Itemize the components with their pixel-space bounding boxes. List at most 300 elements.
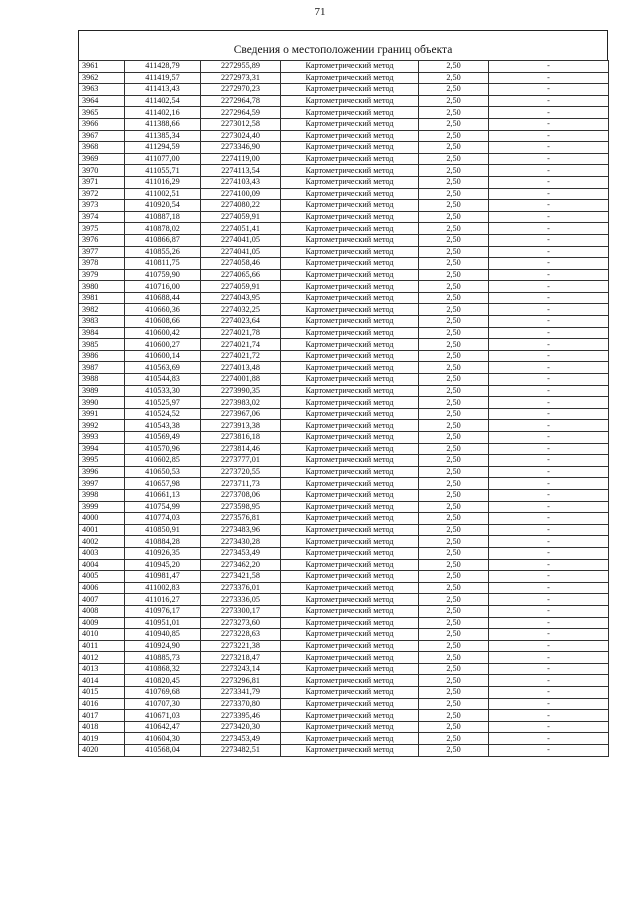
method-cell: Картометрический метод xyxy=(281,362,419,374)
y-coordinate-cell: 2273420,30 xyxy=(201,721,281,733)
description-cell: - xyxy=(489,72,609,84)
description-cell: - xyxy=(489,61,609,73)
description-cell: - xyxy=(489,478,609,490)
table-row xyxy=(79,258,609,270)
table-row xyxy=(79,675,609,687)
accuracy-cell: 2,50 xyxy=(419,61,489,73)
point-number-cell: 3990 xyxy=(79,397,125,409)
x-coordinate-cell: 410951,01 xyxy=(125,617,201,629)
y-coordinate-cell: 2273462,20 xyxy=(201,559,281,571)
point-number-cell: 4019 xyxy=(79,733,125,745)
description-cell: - xyxy=(489,374,609,386)
x-coordinate-cell: 410533,30 xyxy=(125,385,201,397)
point-number-cell: 3981 xyxy=(79,292,125,304)
method-cell: Картометрический метод xyxy=(281,258,419,270)
method-cell: Картометрический метод xyxy=(281,339,419,351)
point-number-cell: 3961 xyxy=(79,61,125,73)
y-coordinate-cell: 2274065,66 xyxy=(201,269,281,281)
method-cell: Картометрический метод xyxy=(281,617,419,629)
x-coordinate-cell: 410650,53 xyxy=(125,466,201,478)
x-coordinate-cell: 410525,97 xyxy=(125,397,201,409)
accuracy-cell: 2,50 xyxy=(419,675,489,687)
description-cell: - xyxy=(489,234,609,246)
x-coordinate-cell: 410926,35 xyxy=(125,547,201,559)
method-cell: Картометрический метод xyxy=(281,733,419,745)
method-cell: Картометрический метод xyxy=(281,327,419,339)
y-coordinate-cell: 2272970,23 xyxy=(201,84,281,96)
y-coordinate-cell: 2273983,02 xyxy=(201,397,281,409)
point-number-cell: 3988 xyxy=(79,374,125,386)
description-cell: - xyxy=(489,455,609,467)
accuracy-cell: 2,50 xyxy=(419,327,489,339)
method-cell: Картометрический метод xyxy=(281,95,419,107)
point-number-cell: 4016 xyxy=(79,698,125,710)
x-coordinate-cell: 411419,57 xyxy=(125,72,201,84)
y-coordinate-cell: 2273370,80 xyxy=(201,698,281,710)
description-cell: - xyxy=(489,733,609,745)
method-cell: Картометрический метод xyxy=(281,745,419,757)
description-cell: - xyxy=(489,246,609,258)
description-cell: - xyxy=(489,316,609,328)
description-cell: - xyxy=(489,698,609,710)
point-number-cell: 4009 xyxy=(79,617,125,629)
x-coordinate-cell: 410940,85 xyxy=(125,629,201,641)
description-cell: - xyxy=(489,629,609,641)
method-cell: Картометрический метод xyxy=(281,142,419,154)
table-row xyxy=(79,107,609,119)
x-coordinate-cell: 410671,03 xyxy=(125,710,201,722)
point-number-cell: 4010 xyxy=(79,629,125,641)
table-row xyxy=(79,547,609,559)
y-coordinate-cell: 2274041,05 xyxy=(201,234,281,246)
description-cell: - xyxy=(489,176,609,188)
accuracy-cell: 2,50 xyxy=(419,559,489,571)
point-number-cell: 3965 xyxy=(79,107,125,119)
x-coordinate-cell: 410868,32 xyxy=(125,663,201,675)
description-cell: - xyxy=(489,466,609,478)
point-number-cell: 3975 xyxy=(79,223,125,235)
table-row xyxy=(79,153,609,165)
y-coordinate-cell: 2274080,22 xyxy=(201,200,281,212)
table-row xyxy=(79,316,609,328)
accuracy-cell: 2,50 xyxy=(419,571,489,583)
x-coordinate-cell: 411402,54 xyxy=(125,95,201,107)
y-coordinate-cell: 2273273,60 xyxy=(201,617,281,629)
table-row xyxy=(79,745,609,757)
x-coordinate-cell: 410981,47 xyxy=(125,571,201,583)
x-coordinate-cell: 411016,29 xyxy=(125,176,201,188)
x-coordinate-cell: 410600,42 xyxy=(125,327,201,339)
x-coordinate-cell: 410850,91 xyxy=(125,524,201,536)
table-row xyxy=(79,721,609,733)
description-cell: - xyxy=(489,489,609,501)
y-coordinate-cell: 2273421,58 xyxy=(201,571,281,583)
x-coordinate-cell: 410602,85 xyxy=(125,455,201,467)
table-row xyxy=(79,327,609,339)
point-number-cell: 4007 xyxy=(79,594,125,606)
x-coordinate-cell: 410887,18 xyxy=(125,211,201,223)
method-cell: Картометрический метод xyxy=(281,559,419,571)
point-number-cell: 3967 xyxy=(79,130,125,142)
accuracy-cell: 2,50 xyxy=(419,594,489,606)
method-cell: Картометрический метод xyxy=(281,629,419,641)
table-row xyxy=(79,61,609,73)
table-row xyxy=(79,350,609,362)
point-number-cell: 4011 xyxy=(79,640,125,652)
point-number-cell: 3962 xyxy=(79,72,125,84)
accuracy-cell: 2,50 xyxy=(419,234,489,246)
x-coordinate-cell: 410759,90 xyxy=(125,269,201,281)
description-cell: - xyxy=(489,582,609,594)
y-coordinate-cell: 2273346,90 xyxy=(201,142,281,154)
table-row xyxy=(79,443,609,455)
table-row xyxy=(79,663,609,675)
accuracy-cell: 2,50 xyxy=(419,118,489,130)
accuracy-cell: 2,50 xyxy=(419,745,489,757)
accuracy-cell: 2,50 xyxy=(419,142,489,154)
method-cell: Картометрический метод xyxy=(281,663,419,675)
x-coordinate-cell: 410920,54 xyxy=(125,200,201,212)
point-number-cell: 3996 xyxy=(79,466,125,478)
description-cell: - xyxy=(489,165,609,177)
method-cell: Картометрический метод xyxy=(281,698,419,710)
y-coordinate-cell: 2273376,01 xyxy=(201,582,281,594)
point-number-cell: 3966 xyxy=(79,118,125,130)
method-cell: Картометрический метод xyxy=(281,165,419,177)
accuracy-cell: 2,50 xyxy=(419,455,489,467)
table-row xyxy=(79,420,609,432)
method-cell: Картометрический метод xyxy=(281,350,419,362)
method-cell: Картометрический метод xyxy=(281,61,419,73)
y-coordinate-cell: 2273453,49 xyxy=(201,733,281,745)
y-coordinate-cell: 2272964,59 xyxy=(201,107,281,119)
accuracy-cell: 2,50 xyxy=(419,188,489,200)
y-coordinate-cell: 2273300,17 xyxy=(201,605,281,617)
method-cell: Картометрический метод xyxy=(281,489,419,501)
method-cell: Картометрический метод xyxy=(281,571,419,583)
table-row xyxy=(79,524,609,536)
method-cell: Картометрический метод xyxy=(281,640,419,652)
description-cell: - xyxy=(489,269,609,281)
point-number-cell: 4013 xyxy=(79,663,125,675)
description-cell: - xyxy=(489,617,609,629)
point-number-cell: 3976 xyxy=(79,234,125,246)
y-coordinate-cell: 2273711,73 xyxy=(201,478,281,490)
y-coordinate-cell: 2272973,31 xyxy=(201,72,281,84)
method-cell: Картометрический метод xyxy=(281,594,419,606)
y-coordinate-cell: 2274119,00 xyxy=(201,153,281,165)
method-cell: Картометрический метод xyxy=(281,675,419,687)
x-coordinate-cell: 410884,28 xyxy=(125,536,201,548)
y-coordinate-cell: 2274032,25 xyxy=(201,304,281,316)
description-cell: - xyxy=(489,339,609,351)
point-number-cell: 3984 xyxy=(79,327,125,339)
accuracy-cell: 2,50 xyxy=(419,385,489,397)
point-number-cell: 4008 xyxy=(79,605,125,617)
table-row xyxy=(79,234,609,246)
x-coordinate-cell: 410945,20 xyxy=(125,559,201,571)
y-coordinate-cell: 2273012,58 xyxy=(201,118,281,130)
method-cell: Картометрический метод xyxy=(281,130,419,142)
point-number-cell: 3991 xyxy=(79,408,125,420)
x-coordinate-cell: 410885,73 xyxy=(125,652,201,664)
description-cell: - xyxy=(489,605,609,617)
x-coordinate-cell: 410866,87 xyxy=(125,234,201,246)
description-cell: - xyxy=(489,107,609,119)
method-cell: Картометрический метод xyxy=(281,223,419,235)
x-coordinate-cell: 411385,34 xyxy=(125,130,201,142)
description-cell: - xyxy=(489,745,609,757)
y-coordinate-cell: 2273218,47 xyxy=(201,652,281,664)
point-number-cell: 4006 xyxy=(79,582,125,594)
x-coordinate-cell: 410642,47 xyxy=(125,721,201,733)
method-cell: Картометрический метод xyxy=(281,455,419,467)
description-cell: - xyxy=(489,640,609,652)
description-cell: - xyxy=(489,652,609,664)
point-number-cell: 3982 xyxy=(79,304,125,316)
point-number-cell: 4018 xyxy=(79,721,125,733)
x-coordinate-cell: 411077,00 xyxy=(125,153,201,165)
y-coordinate-cell: 2272964,78 xyxy=(201,95,281,107)
x-coordinate-cell: 410716,00 xyxy=(125,281,201,293)
y-coordinate-cell: 2273816,18 xyxy=(201,432,281,444)
point-number-cell: 3978 xyxy=(79,258,125,270)
boundary-table-sheet xyxy=(78,30,608,757)
description-cell: - xyxy=(489,327,609,339)
description-cell: - xyxy=(489,675,609,687)
y-coordinate-cell: 2273967,06 xyxy=(201,408,281,420)
accuracy-cell: 2,50 xyxy=(419,663,489,675)
accuracy-cell: 2,50 xyxy=(419,536,489,548)
point-number-cell: 3995 xyxy=(79,455,125,467)
table-row xyxy=(79,130,609,142)
accuracy-cell: 2,50 xyxy=(419,397,489,409)
y-coordinate-cell: 2273913,38 xyxy=(201,420,281,432)
description-cell: - xyxy=(489,281,609,293)
method-cell: Картометрический метод xyxy=(281,513,419,525)
description-cell: - xyxy=(489,118,609,130)
method-cell: Картометрический метод xyxy=(281,721,419,733)
accuracy-cell: 2,50 xyxy=(419,489,489,501)
accuracy-cell: 2,50 xyxy=(419,652,489,664)
accuracy-cell: 2,50 xyxy=(419,547,489,559)
accuracy-cell: 2,50 xyxy=(419,374,489,386)
point-number-cell: 3973 xyxy=(79,200,125,212)
y-coordinate-cell: 2273720,55 xyxy=(201,466,281,478)
method-cell: Картометрический метод xyxy=(281,524,419,536)
description-cell: - xyxy=(489,304,609,316)
accuracy-cell: 2,50 xyxy=(419,292,489,304)
description-cell: - xyxy=(489,443,609,455)
accuracy-cell: 2,50 xyxy=(419,432,489,444)
point-number-cell: 3994 xyxy=(79,443,125,455)
method-cell: Картометрический метод xyxy=(281,547,419,559)
y-coordinate-cell: 2273483,96 xyxy=(201,524,281,536)
accuracy-cell: 2,50 xyxy=(419,605,489,617)
y-coordinate-cell: 2273243,14 xyxy=(201,663,281,675)
x-coordinate-cell: 410976,17 xyxy=(125,605,201,617)
accuracy-cell: 2,50 xyxy=(419,513,489,525)
accuracy-cell: 2,50 xyxy=(419,698,489,710)
x-coordinate-cell: 410569,49 xyxy=(125,432,201,444)
method-cell: Картометрический метод xyxy=(281,84,419,96)
accuracy-cell: 2,50 xyxy=(419,95,489,107)
accuracy-cell: 2,50 xyxy=(419,466,489,478)
point-number-cell: 3998 xyxy=(79,489,125,501)
y-coordinate-cell: 2273336,05 xyxy=(201,594,281,606)
y-coordinate-cell: 2273395,46 xyxy=(201,710,281,722)
description-cell: - xyxy=(489,524,609,536)
method-cell: Картометрический метод xyxy=(281,281,419,293)
point-number-cell: 3977 xyxy=(79,246,125,258)
y-coordinate-cell: 2274103,43 xyxy=(201,176,281,188)
point-number-cell: 3992 xyxy=(79,420,125,432)
method-cell: Картометрический метод xyxy=(281,710,419,722)
x-coordinate-cell: 410688,44 xyxy=(125,292,201,304)
description-cell: - xyxy=(489,513,609,525)
method-cell: Картометрический метод xyxy=(281,374,419,386)
point-number-cell: 3970 xyxy=(79,165,125,177)
y-coordinate-cell: 2273228,63 xyxy=(201,629,281,641)
accuracy-cell: 2,50 xyxy=(419,733,489,745)
accuracy-cell: 2,50 xyxy=(419,246,489,258)
x-coordinate-cell: 411428,79 xyxy=(125,61,201,73)
table-row xyxy=(79,710,609,722)
method-cell: Картометрический метод xyxy=(281,72,419,84)
method-cell: Картометрический метод xyxy=(281,292,419,304)
x-coordinate-cell: 411055,71 xyxy=(125,165,201,177)
page-number: 71 xyxy=(314,6,326,18)
point-number-cell: 3968 xyxy=(79,142,125,154)
accuracy-cell: 2,50 xyxy=(419,478,489,490)
description-cell: - xyxy=(489,292,609,304)
description-cell: - xyxy=(489,130,609,142)
point-number-cell: 4003 xyxy=(79,547,125,559)
table-row xyxy=(79,188,609,200)
x-coordinate-cell: 410660,36 xyxy=(125,304,201,316)
y-coordinate-cell: 2273453,49 xyxy=(201,547,281,559)
accuracy-cell: 2,50 xyxy=(419,362,489,374)
accuracy-cell: 2,50 xyxy=(419,710,489,722)
accuracy-cell: 2,50 xyxy=(419,84,489,96)
point-number-cell: 3974 xyxy=(79,211,125,223)
point-number-cell: 3979 xyxy=(79,269,125,281)
accuracy-cell: 2,50 xyxy=(419,200,489,212)
x-coordinate-cell: 410754,99 xyxy=(125,501,201,513)
point-number-cell: 4001 xyxy=(79,524,125,536)
point-number-cell: 3980 xyxy=(79,281,125,293)
table-row xyxy=(79,84,609,96)
description-cell: - xyxy=(489,559,609,571)
description-cell: - xyxy=(489,223,609,235)
accuracy-cell: 2,50 xyxy=(419,524,489,536)
x-coordinate-cell: 410608,66 xyxy=(125,316,201,328)
coordinates-table xyxy=(78,60,609,757)
point-number-cell: 3986 xyxy=(79,350,125,362)
table-row xyxy=(79,640,609,652)
table-row xyxy=(79,142,609,154)
y-coordinate-cell: 2274041,05 xyxy=(201,246,281,258)
point-number-cell: 3969 xyxy=(79,153,125,165)
x-coordinate-cell: 410543,38 xyxy=(125,420,201,432)
description-cell: - xyxy=(489,594,609,606)
point-number-cell: 3971 xyxy=(79,176,125,188)
table-row xyxy=(79,594,609,606)
method-cell: Картометрический метод xyxy=(281,188,419,200)
method-cell: Картометрический метод xyxy=(281,652,419,664)
method-cell: Картометрический метод xyxy=(281,408,419,420)
method-cell: Картометрический метод xyxy=(281,687,419,699)
x-coordinate-cell: 410570,96 xyxy=(125,443,201,455)
y-coordinate-cell: 2274043,95 xyxy=(201,292,281,304)
x-coordinate-cell: 410568,04 xyxy=(125,745,201,757)
x-coordinate-cell: 410604,30 xyxy=(125,733,201,745)
description-cell: - xyxy=(489,142,609,154)
y-coordinate-cell: 2273777,01 xyxy=(201,455,281,467)
accuracy-cell: 2,50 xyxy=(419,269,489,281)
accuracy-cell: 2,50 xyxy=(419,443,489,455)
description-cell: - xyxy=(489,95,609,107)
point-number-cell: 3997 xyxy=(79,478,125,490)
point-number-cell: 4012 xyxy=(79,652,125,664)
method-cell: Картометрический метод xyxy=(281,316,419,328)
table-row xyxy=(79,733,609,745)
y-coordinate-cell: 2274059,91 xyxy=(201,211,281,223)
x-coordinate-cell: 410661,13 xyxy=(125,489,201,501)
method-cell: Картометрический метод xyxy=(281,234,419,246)
table-title: Сведения о местоположении границ объекта xyxy=(78,30,608,60)
method-cell: Картометрический метод xyxy=(281,432,419,444)
y-coordinate-cell: 2274058,46 xyxy=(201,258,281,270)
point-number-cell: 4005 xyxy=(79,571,125,583)
y-coordinate-cell: 2273598,95 xyxy=(201,501,281,513)
point-number-cell: 4014 xyxy=(79,675,125,687)
accuracy-cell: 2,50 xyxy=(419,640,489,652)
x-coordinate-cell: 410820,45 xyxy=(125,675,201,687)
point-number-cell: 4015 xyxy=(79,687,125,699)
accuracy-cell: 2,50 xyxy=(419,130,489,142)
y-coordinate-cell: 2274021,74 xyxy=(201,339,281,351)
point-number-cell: 4017 xyxy=(79,710,125,722)
table-row xyxy=(79,687,609,699)
method-cell: Картометрический метод xyxy=(281,200,419,212)
description-cell: - xyxy=(489,432,609,444)
x-coordinate-cell: 410657,98 xyxy=(125,478,201,490)
method-cell: Картометрический метод xyxy=(281,536,419,548)
x-coordinate-cell: 411002,51 xyxy=(125,188,201,200)
x-coordinate-cell: 410774,03 xyxy=(125,513,201,525)
method-cell: Картометрический метод xyxy=(281,501,419,513)
method-cell: Картометрический метод xyxy=(281,246,419,258)
table-row xyxy=(79,200,609,212)
x-coordinate-cell: 410769,68 xyxy=(125,687,201,699)
accuracy-cell: 2,50 xyxy=(419,350,489,362)
table-row xyxy=(79,339,609,351)
method-cell: Картометрический метод xyxy=(281,478,419,490)
x-coordinate-cell: 410600,27 xyxy=(125,339,201,351)
table-row xyxy=(79,408,609,420)
point-number-cell: 4020 xyxy=(79,745,125,757)
accuracy-cell: 2,50 xyxy=(419,629,489,641)
accuracy-cell: 2,50 xyxy=(419,339,489,351)
table-row xyxy=(79,489,609,501)
x-coordinate-cell: 410707,30 xyxy=(125,698,201,710)
y-coordinate-cell: 2274113,54 xyxy=(201,165,281,177)
table-row xyxy=(79,211,609,223)
y-coordinate-cell: 2273221,38 xyxy=(201,640,281,652)
table-row xyxy=(79,605,609,617)
method-cell: Картометрический метод xyxy=(281,466,419,478)
